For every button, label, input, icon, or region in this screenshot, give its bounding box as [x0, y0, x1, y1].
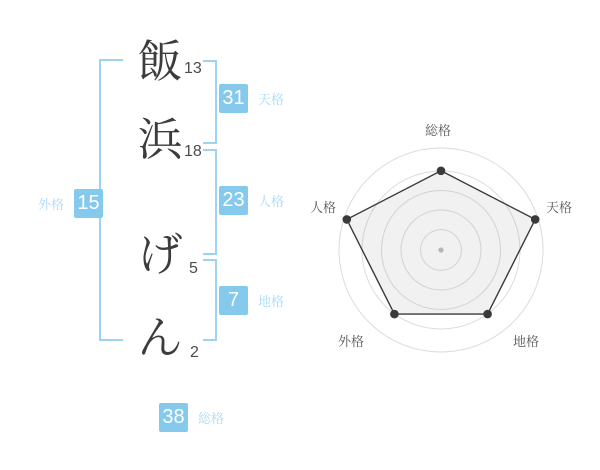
- jinkaku-score: [219, 186, 284, 215]
- tenkaku-score: [219, 84, 284, 113]
- chikaku-value-badge: 7: [219, 286, 248, 315]
- name-char-2: 浜: [137, 114, 183, 165]
- soukaku-label: 総格: [198, 411, 225, 426]
- radar-axis-label: 人格: [309, 200, 336, 215]
- gaikaku-label: 外格: [38, 197, 65, 212]
- chikaku-label: 地格: [258, 294, 285, 309]
- soukaku-score: [159, 403, 224, 432]
- name-char-4: ん: [137, 312, 183, 363]
- stroke-count-3: 5: [189, 260, 198, 277]
- radar-vertex-dot: [437, 167, 446, 176]
- chikaku-score: [219, 286, 284, 315]
- radar-vertex-dot: [390, 310, 399, 319]
- tenkaku-value-badge: 31: [219, 84, 248, 113]
- stroke-count-4: 2: [190, 344, 199, 361]
- radar-vertex-dot: [483, 310, 492, 319]
- stroke-count-1: 13: [184, 60, 202, 77]
- name-char-3: げ: [137, 229, 183, 280]
- radar-axis-label: 総格: [424, 123, 452, 138]
- radar-vertex-dot: [531, 215, 540, 224]
- soukaku-value-badge: 38: [159, 403, 188, 432]
- tenkaku-label: 天格: [258, 92, 285, 107]
- jinkaku-label: 人格: [258, 194, 285, 209]
- radar-vertex-dot: [343, 215, 352, 224]
- gaikaku-value-badge: 15: [74, 189, 103, 218]
- radar-center-dot: [438, 247, 443, 252]
- stroke-count-2: 18: [184, 143, 202, 160]
- gaikaku-score: [38, 189, 103, 218]
- tenkaku-bracket: [203, 60, 217, 144]
- radar-chart: [290, 112, 600, 372]
- name-char-1: 飯: [137, 36, 183, 87]
- radar-axis-label: 天格: [546, 200, 573, 215]
- radar-axis-label: 地格: [512, 334, 540, 349]
- jinkaku-bracket: [203, 149, 217, 255]
- chikaku-bracket: [203, 259, 217, 341]
- jinkaku-value-badge: 23: [219, 186, 248, 215]
- radar-axis-label: 外格: [337, 334, 365, 349]
